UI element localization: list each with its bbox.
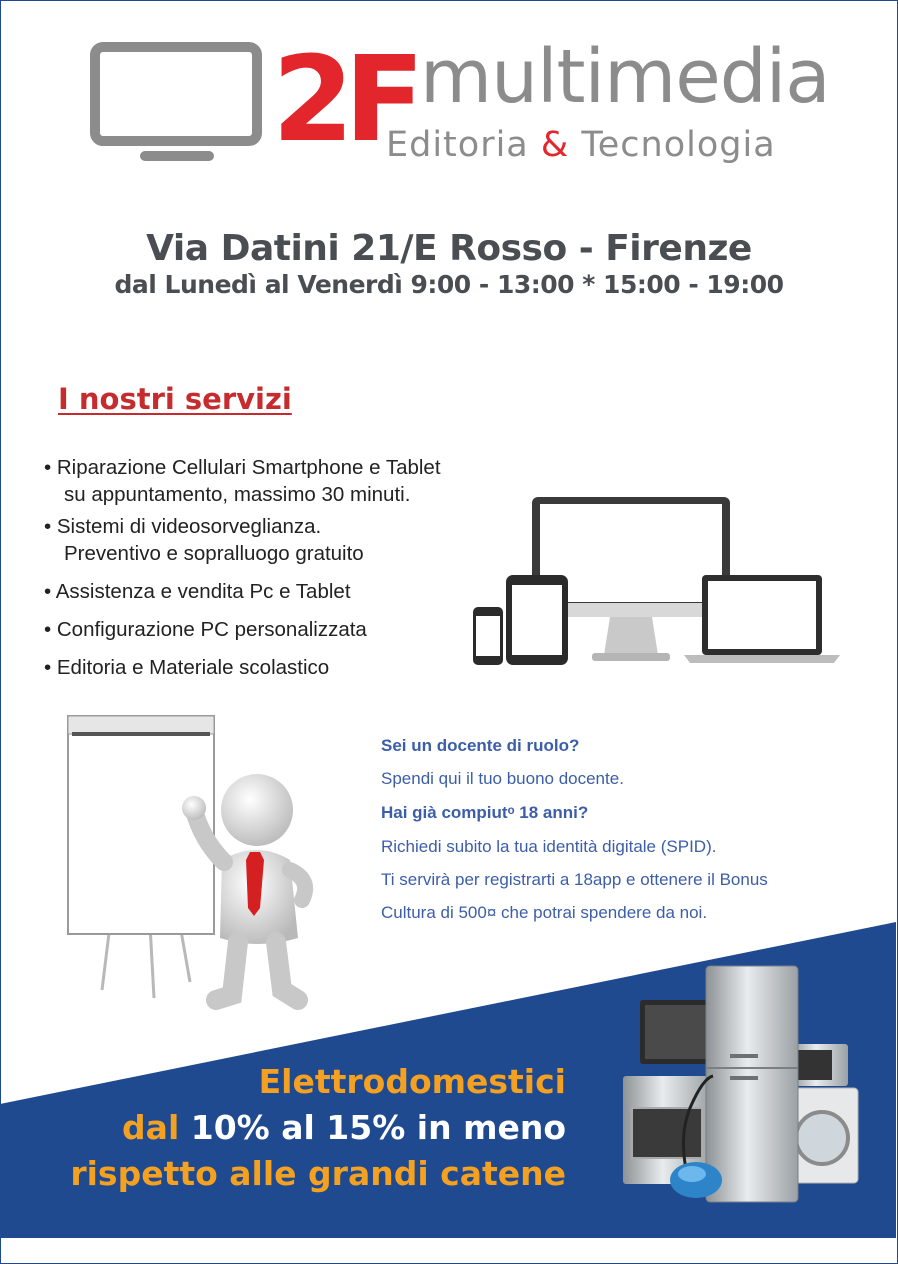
promo-teacher-question: Sei un docente di ruolo? <box>381 736 580 755</box>
tagline-part2: Tecnologia <box>581 125 776 165</box>
opening-hours: dal Lunedì al Venerdì 9:00 - 13:00 * 15:00 - 19:00 <box>114 270 784 299</box>
service-line: • Riparazione Cellulari Smartphone e Tablet <box>44 456 441 479</box>
appliances-discount-prefix: dal <box>122 1108 180 1147</box>
service-subline: Preventivo e sopralluogo gratuito <box>64 542 364 565</box>
logo-brand-number: 2F <box>272 30 415 168</box>
logo-brand-word: multimedia <box>420 34 830 120</box>
service-subline: su appuntamento, massimo 30 minuti. <box>64 483 411 506</box>
promo-18-question: Hai già compiutᵒ 18 anni? <box>381 803 589 822</box>
service-item: • Assistenza e vendita Pc e Tablet <box>44 580 351 603</box>
service-item: • Configurazione PC personalizzata <box>44 618 367 641</box>
tagline-part1: Editoria <box>386 125 529 165</box>
promo-18app-text: Ti servirà per registrarti a 18app e ottenere il Bonus <box>381 870 768 889</box>
service-item: • Editoria e Materiale scolastico <box>44 656 330 679</box>
appliances-comparison: rispetto alle grandi catene <box>70 1154 566 1193</box>
promo-spid-text: Richiedi subito la tua identità digitale (SPID). <box>381 837 717 856</box>
service-line: • Sistemi di videosorveglianza. <box>44 515 322 538</box>
appliances-discount <box>122 1108 566 1147</box>
appliances-headline: Elettrodomestici <box>258 1062 566 1101</box>
appliances-illustration <box>618 958 863 1206</box>
store-address: Via Datini 21/E Rosso - Firenze <box>146 228 752 269</box>
promo-teacher-text: Spendi qui il tuo buono docente. <box>381 769 624 788</box>
promo-bonus-text: Cultura di 500¤ che potrai spendere da noi. <box>381 903 708 922</box>
services-title: I nostri servizi <box>58 382 292 416</box>
tagline-amp: & <box>540 125 570 165</box>
appliances-discount-value: 10% al 15% in meno <box>190 1108 566 1147</box>
